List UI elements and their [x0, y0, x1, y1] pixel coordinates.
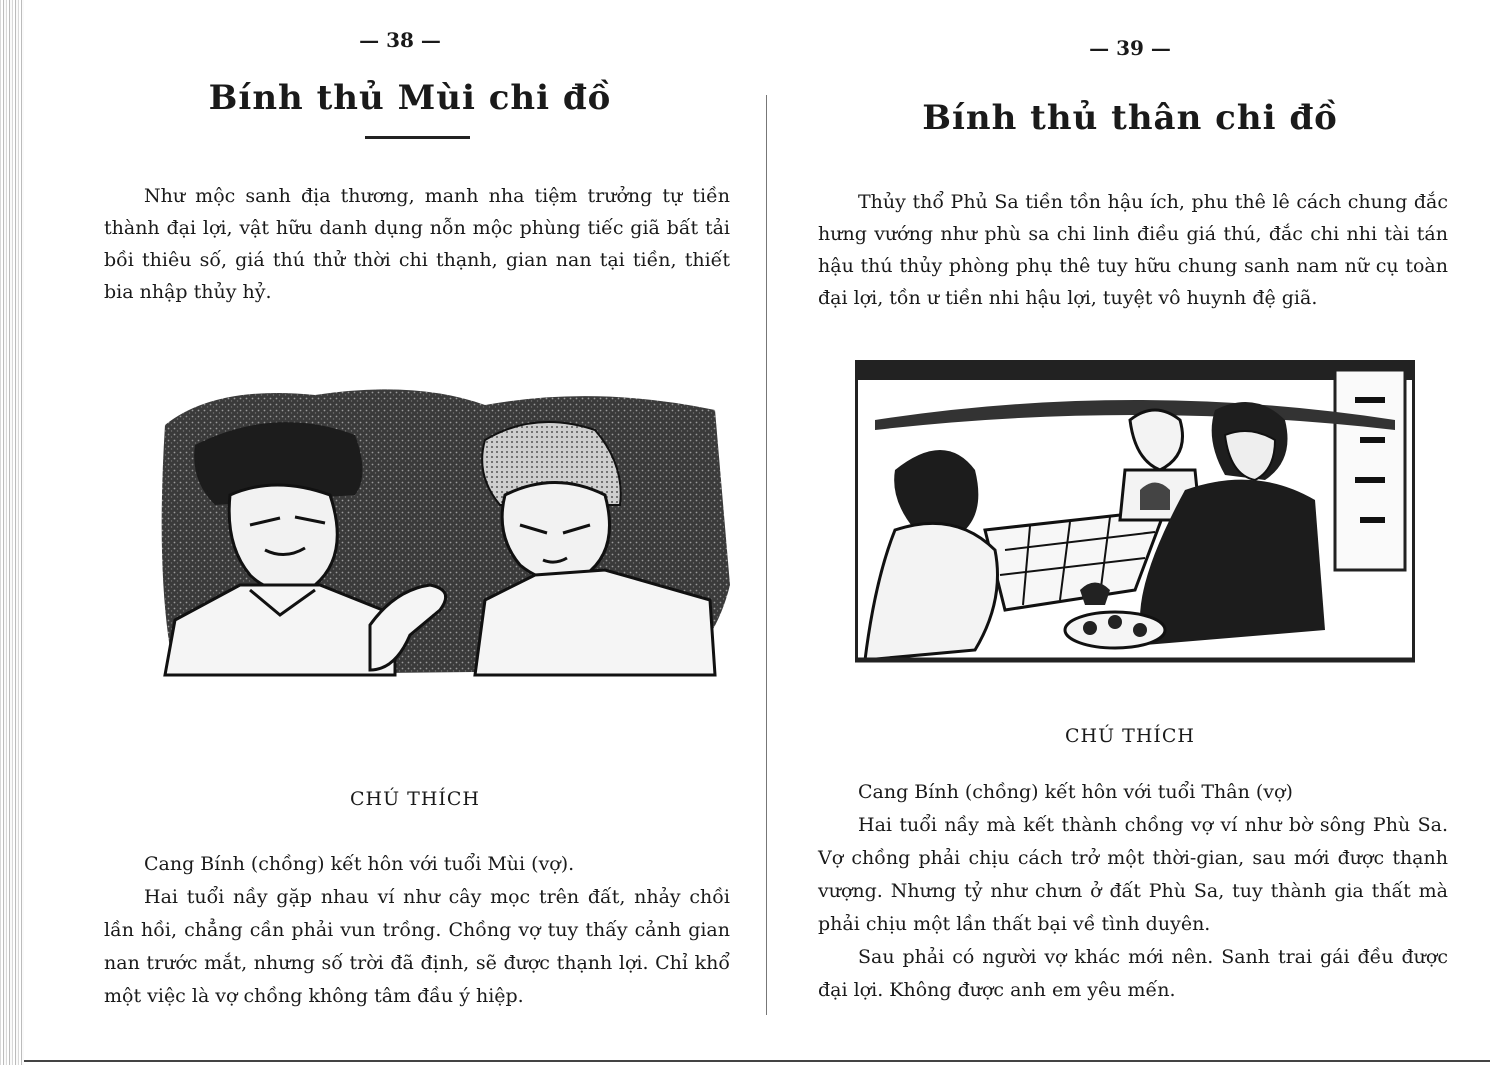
page-number: — 38 —: [359, 28, 441, 52]
notes-section: [104, 848, 730, 1013]
woodcut-illustration-two-women: [155, 385, 735, 685]
notes-paragraph: Hai tuổi nầy gặp nhau ví như cây mọc trên đất, nhảy chồi lần hồi, chẳng cần phải vun trồng. Chồng vợ tuy thấy cảnh gian nan trước mắt, nhưng số trời đã định, sẽ được thạnh lợi. Chỉ khổ một việc là vợ chồng không tâm đầu ý hiệp.: [104, 886, 730, 1007]
notes-paragraph: Hai tuổi nầy mà kết thành chồng vợ ví như bờ sông Phù Sa. Vợ chồng phải chịu cách trở một thời-gian, sau mới được thạnh vượng. Nhưng tỷ như chưn ở đất Phù Sa, tuy thành gia thất mà phải chịu một lần thất bại về tình duyên.: [818, 814, 1448, 935]
woodcut-illustration-couple-at-table: [855, 360, 1415, 670]
page-number: — 39 —: [1089, 36, 1171, 60]
page-title: Bính thủ thân chi đồ: [922, 98, 1338, 138]
notes-heading: CHÚ THÍCH: [1064, 725, 1195, 747]
notes-paragraph: Sau phải có người vợ khác mới nên. Sanh trai gái đều được đại lợi. Không được anh em yêu mến.: [818, 946, 1448, 1001]
notes-line: Cang Bính (chồng) kết hôn với tuổi Thân (vợ): [858, 781, 1293, 803]
right-page: [800, 0, 1460, 1065]
notes-section: [818, 776, 1448, 1007]
notes-line: Cang Bính (chồng) kết hôn với tuổi Mùi (vợ).: [144, 853, 575, 875]
body-paragraph: Thủy thổ Phủ Sa tiền tồn hậu ích, phu thê lê cách chung đắc hưng vướng như phù sa chi linh điều giá thú, đắc chi nhi tài tán hậu thú thủy phòng phụ thê tuy hữu chung sanh nam nữ cụ toàn đại lợi, tồn ư tiền nhi hậu lợi, tuyệt vô huynh đệ giã.: [818, 191, 1448, 309]
title-underline: [365, 136, 470, 139]
page-gutter: [766, 95, 767, 1015]
notes-heading: CHÚ THÍCH: [349, 788, 480, 810]
left-page: [60, 0, 760, 1065]
book-edge: [0, 0, 24, 1065]
body-paragraph: Như mộc sanh địa thương, manh nha tiệm trưởng tự tiền thành đại lợi, vật hữu danh dụng nỗn mộc phùng tiếc giã bất tải bồi thiêu số, giá thú thử thời chi thạnh, gian nan tại tiền, thiết bia nhập thủy hỷ.: [104, 185, 730, 303]
page-title: Bính thủ Mùi chi đồ: [208, 78, 612, 118]
